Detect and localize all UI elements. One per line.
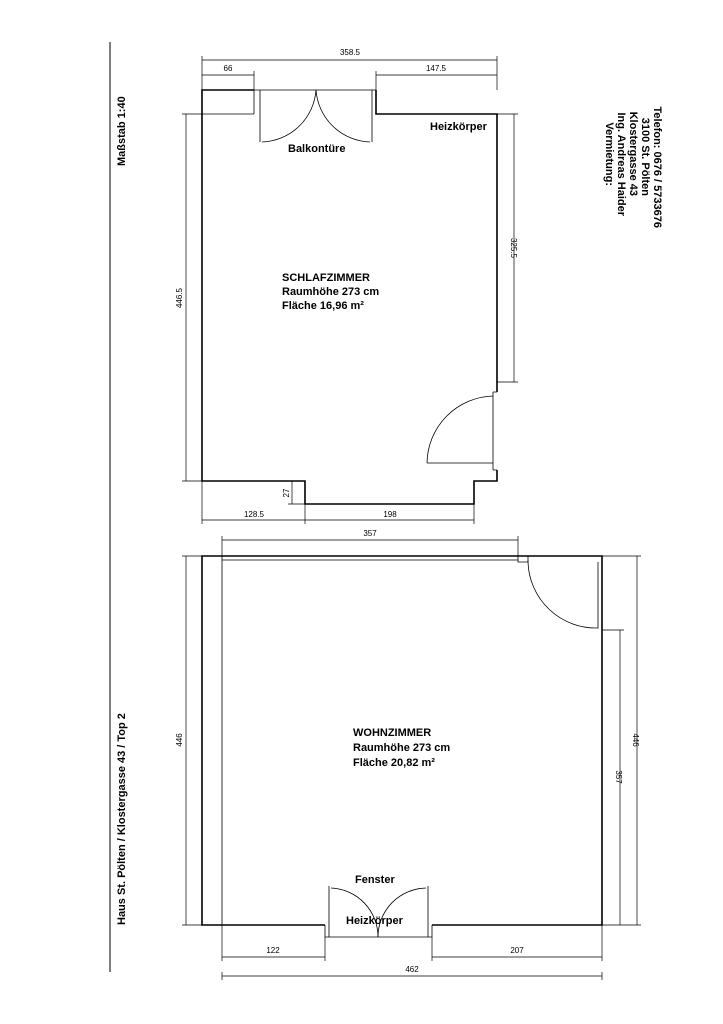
livingroom-plan	[175, 529, 641, 980]
window-leaf-left	[331, 888, 378, 937]
bedroom-name: SCHLAFZIMMER	[282, 272, 370, 284]
bedroom-dim-bottom	[202, 481, 474, 524]
bedroom-dim-bottom-left-text: 128.5	[243, 510, 265, 519]
bedroom-dim-step-text: 27	[282, 488, 291, 498]
bedroom-plan	[175, 48, 518, 524]
livingroom-height: Raumhöhe 273 cm	[353, 742, 451, 754]
livingroom-dim-left-text: 446	[175, 733, 184, 747]
livingroom-dim-top-text: 357	[363, 529, 377, 538]
bedroom-dim-left-text: 446.5	[175, 287, 184, 309]
livingroom-dim-right-text: 446	[631, 733, 640, 747]
bedroom-dim-top-right-text: 147.5	[425, 64, 447, 73]
livingroom-dim-bottom-parts	[222, 925, 602, 961]
balcony-door-leaf-right	[316, 90, 370, 142]
livingroom-dim-top	[222, 536, 518, 556]
contact-block	[603, 107, 663, 228]
livingroom-name: WOHNZIMMER	[353, 727, 432, 739]
bedroom-dim-bottom-right-text: 198	[383, 510, 397, 519]
livingroom-dim-bottom-left-text: 122	[266, 946, 280, 955]
window-leaf-right	[378, 888, 426, 937]
bedroom-dim-top-left-text: 66	[223, 64, 233, 73]
livingroom-dim-bottom-right-text: 207	[510, 946, 524, 955]
contact-line-1: Vermietung:	[603, 122, 615, 186]
bedroom-dim-top-right	[376, 71, 497, 90]
contact-line-4: 3100 St. Pölten	[639, 117, 651, 196]
bedroom-dim-top-left	[202, 71, 254, 90]
address-label: Haus St. Pölten / Klostergasse 43 / Top 2	[116, 713, 128, 925]
bedroom-dim-right-text: 325.5	[509, 237, 518, 259]
livingroom-radiator-label: Heizkörper	[346, 915, 403, 927]
bedroom-dim-top-total	[202, 56, 497, 90]
contact-line-2: Ing. Andreas Haider	[615, 112, 627, 216]
window-label: Fenster	[355, 874, 395, 886]
bedroom-door-frame	[493, 392, 497, 470]
bedroom-dim-top-total-text: 358.5	[339, 48, 361, 57]
contact-line-5: Telefon: 0676 / 5733676	[651, 106, 663, 228]
balcony-door-label: Balkontüre	[288, 143, 346, 155]
livingroom-wall-inner	[222, 556, 602, 925]
livingroom-area: Fläche 20,82 m²	[353, 757, 435, 769]
livingroom-dim-right-inner-text: 357	[614, 770, 623, 784]
livingroom-dim-bottom-total-text: 462	[405, 965, 419, 974]
contact-line-3: Klostergasse 43	[627, 111, 639, 196]
balcony-door-leaf-left	[262, 90, 316, 142]
livingroom-door-swing	[528, 560, 598, 628]
bedroom-height: Raumhöhe 273 cm	[282, 286, 380, 298]
livingroom-dim-left	[182, 556, 202, 925]
livingroom-door-frame	[518, 556, 528, 562]
scale-label: Maßstab 1:40	[116, 96, 128, 166]
bedroom-area: Fläche 16,96 m²	[282, 300, 364, 312]
bedroom-dim-left	[182, 114, 202, 481]
bedroom-door-swing	[427, 396, 493, 463]
bedroom-radiator-label: Heizkörper	[430, 121, 487, 133]
livingroom-walls	[202, 556, 602, 925]
